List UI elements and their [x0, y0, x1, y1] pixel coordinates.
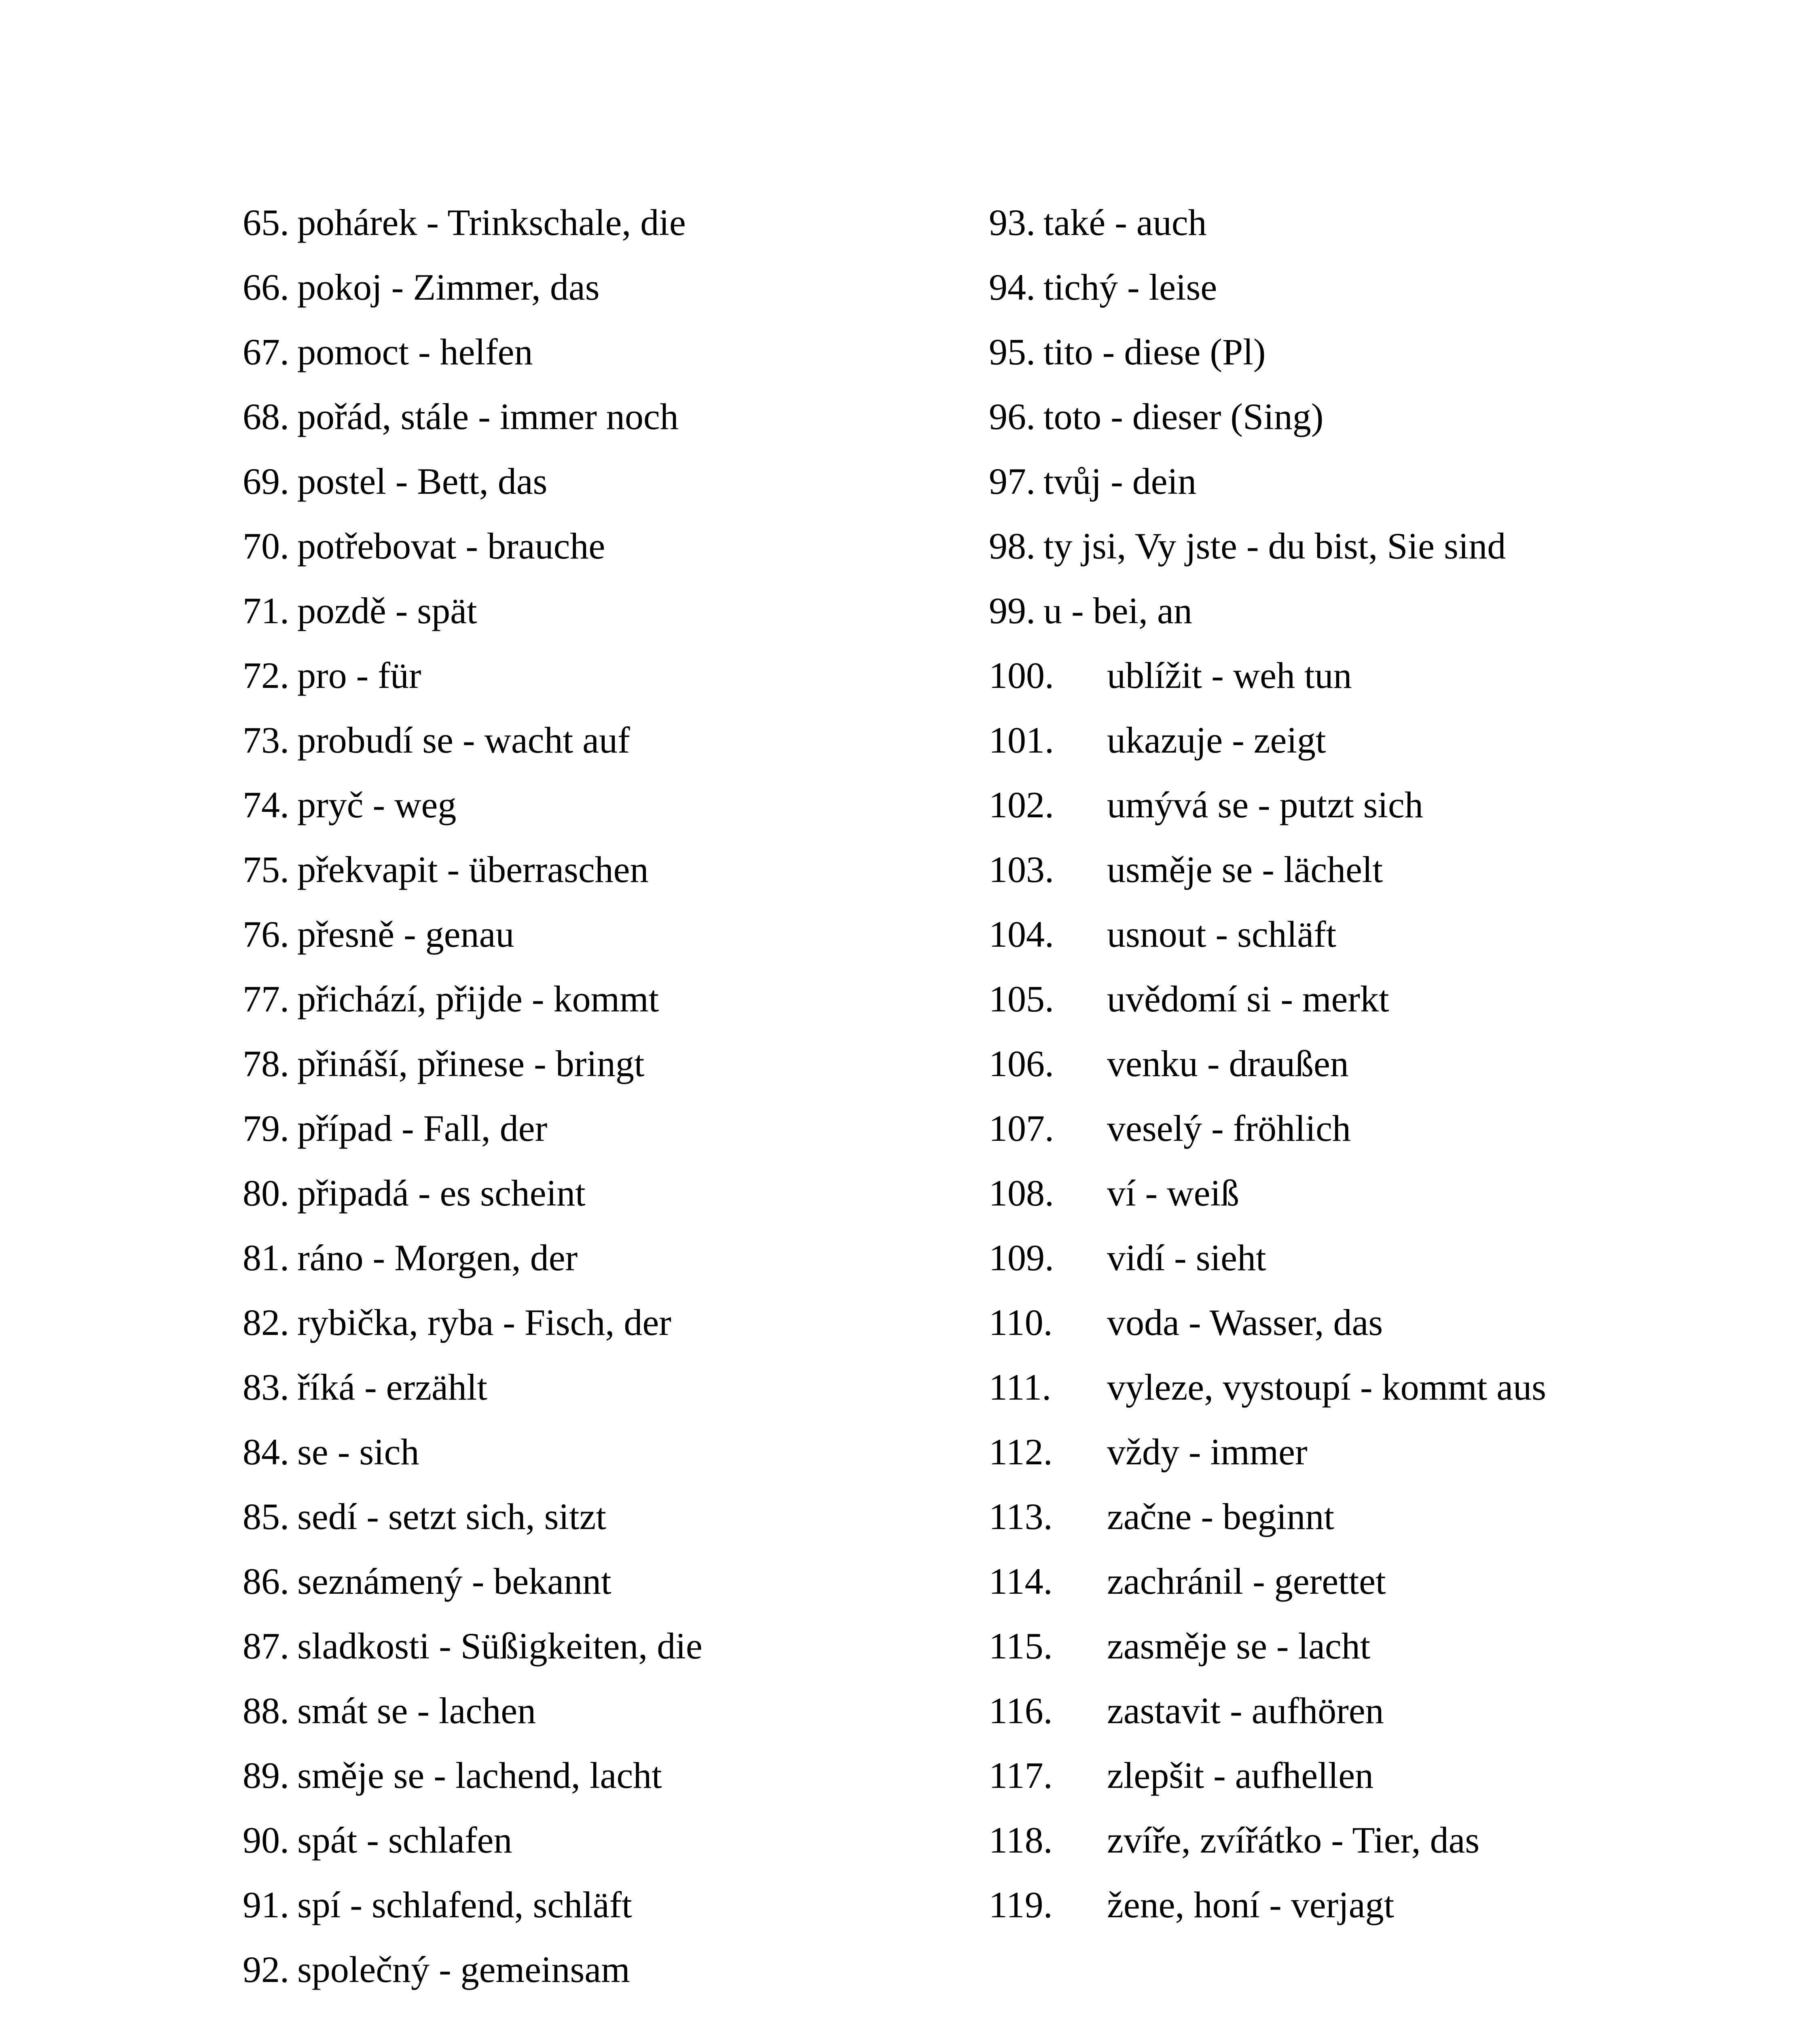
vocabulary-entry — [243, 643, 971, 708]
entry-number: 70. — [243, 525, 289, 567]
entry-number: 84. — [243, 1431, 289, 1472]
vocabulary-entry — [989, 578, 1717, 643]
entry-translation: smát se - lachen — [297, 1690, 536, 1731]
vocabulary-entry — [989, 1678, 1717, 1743]
entry-translation: přichází, přijde - kommt — [297, 978, 659, 1019]
entry-translation: zasměje se - lacht — [1107, 1625, 1371, 1667]
vocabulary-entry — [989, 837, 1717, 902]
entry-number: 65. — [243, 202, 289, 243]
entry-translation: spát - schlafen — [297, 1819, 512, 1861]
entry-translation: vyleze, vystoupí - kommt aus — [1107, 1366, 1546, 1408]
entry-number: 108. — [989, 1172, 1054, 1214]
entry-translation: seznámený - bekannt — [297, 1561, 612, 1602]
vocabulary-entry — [243, 1872, 971, 1937]
entry-number: 66. — [243, 266, 289, 308]
entry-number: 93. — [989, 202, 1035, 243]
entry-number: 97. — [989, 461, 1035, 502]
vocabulary-entry — [243, 1549, 971, 1614]
entry-translation: uvědomí si - merkt — [1107, 978, 1389, 1019]
entry-number: 99. — [989, 590, 1035, 631]
entry-number: 104. — [989, 914, 1054, 955]
entry-translation: ukazuje - zeigt — [1107, 719, 1326, 761]
entry-translation: se - sich — [297, 1431, 419, 1472]
entry-translation: pořád, stále - immer noch — [297, 396, 679, 437]
entry-number: 95. — [989, 331, 1035, 372]
entry-number: 83. — [243, 1366, 289, 1408]
entry-translation: přináší, přinese - bringt — [297, 1043, 645, 1084]
entry-translation: přesně - genau — [297, 914, 514, 955]
vocabulary-entry — [243, 1937, 971, 2002]
entry-translation: případ - Fall, der — [297, 1108, 548, 1149]
entry-number: 103. — [989, 849, 1054, 890]
vocabulary-entry — [989, 1355, 1717, 1419]
entry-number: 82. — [243, 1302, 289, 1343]
vocabulary-entry — [243, 190, 971, 255]
entry-translation: překvapit - überraschen — [297, 849, 649, 890]
entry-number: 116. — [989, 1690, 1053, 1731]
entry-number: 118. — [989, 1819, 1053, 1861]
entry-number: 67. — [243, 331, 289, 372]
entry-number: 115. — [989, 1625, 1053, 1667]
vocabulary-entry — [243, 967, 971, 1031]
entry-translation: ublížit - weh tun — [1107, 655, 1352, 696]
entry-translation: voda - Wasser, das — [1107, 1302, 1383, 1343]
entry-number: 109. — [989, 1237, 1054, 1278]
vocabulary-entry — [243, 708, 971, 772]
vocabulary-entry — [989, 1419, 1717, 1484]
entry-translation: pryč - weg — [297, 784, 457, 825]
entry-number: 73. — [243, 719, 289, 761]
vocabulary-entry — [989, 1096, 1717, 1161]
entry-translation: usnout - schläft — [1107, 914, 1337, 955]
vocabulary-entry — [989, 1484, 1717, 1549]
entry-number: 119. — [989, 1884, 1053, 1925]
entry-translation: umývá se - putzt sich — [1107, 784, 1423, 825]
entry-number: 86. — [243, 1561, 289, 1602]
entry-translation: pomoct - helfen — [297, 331, 533, 372]
entry-translation: říká - erzählt — [297, 1366, 487, 1408]
vocabulary-entry — [989, 1225, 1717, 1290]
vocabulary-entry — [989, 1549, 1717, 1614]
entry-number: 85. — [243, 1496, 289, 1537]
entry-translation: zvíře, zvířátko - Tier, das — [1107, 1819, 1480, 1861]
vocabulary-entry — [243, 1031, 971, 1096]
entry-number: 89. — [243, 1755, 289, 1796]
entry-translation: rybička, ryba - Fisch, der — [297, 1302, 671, 1343]
vocabulary-entry — [243, 255, 971, 319]
vocabulary-entry — [989, 319, 1717, 384]
entry-number: 117. — [989, 1755, 1053, 1796]
entry-number: 107. — [989, 1108, 1054, 1149]
entry-translation: postel - Bett, das — [297, 461, 548, 502]
vocabulary-entry — [989, 1808, 1717, 1872]
entry-translation: ví - weiß — [1107, 1172, 1240, 1214]
entry-translation: sedí - setzt sich, sitzt — [297, 1496, 606, 1537]
vocabulary-entry — [989, 1161, 1717, 1225]
entry-number: 112. — [989, 1431, 1053, 1472]
entry-translation: tvůj - dein — [1043, 461, 1197, 502]
vocabulary-column-right — [989, 190, 1717, 1937]
vocabulary-entry — [243, 1484, 971, 1549]
entry-number: 91. — [243, 1884, 289, 1925]
entry-number: 87. — [243, 1625, 289, 1667]
entry-translation: tito - diese (Pl) — [1043, 331, 1266, 372]
entry-number: 74. — [243, 784, 289, 825]
vocabulary-entry — [243, 384, 971, 449]
vocabulary-entry — [989, 1614, 1717, 1678]
vocabulary-entry — [243, 1096, 971, 1161]
vocabulary-entry — [989, 967, 1717, 1031]
vocabulary-entry — [989, 772, 1717, 837]
entry-number: 98. — [989, 525, 1035, 567]
entry-translation: vždy - immer — [1107, 1431, 1308, 1472]
entry-translation: zlepšit - aufhellen — [1107, 1755, 1374, 1796]
vocabulary-entry — [989, 643, 1717, 708]
vocabulary-entry — [989, 384, 1717, 449]
entry-translation: pro - für — [297, 655, 421, 696]
vocabulary-entry — [989, 255, 1717, 319]
entry-number: 102. — [989, 784, 1054, 825]
vocabulary-entry — [243, 1419, 971, 1484]
entry-translation: tichý - leise — [1043, 266, 1217, 308]
entry-translation: usměje se - lächelt — [1107, 849, 1383, 890]
entry-translation: u - bei, an — [1043, 590, 1192, 631]
entry-number: 69. — [243, 461, 289, 502]
vocabulary-entry — [989, 1743, 1717, 1808]
entry-translation: venku - draußen — [1107, 1043, 1349, 1084]
vocabulary-entry — [243, 1355, 971, 1419]
entry-number: 114. — [989, 1561, 1053, 1602]
vocabulary-entry — [989, 708, 1717, 772]
entry-number: 101. — [989, 719, 1054, 761]
entry-number: 106. — [989, 1043, 1054, 1084]
vocabulary-entry — [243, 772, 971, 837]
entry-number: 90. — [243, 1819, 289, 1861]
vocabulary-entry — [989, 190, 1717, 255]
vocabulary-entry — [243, 1614, 971, 1678]
vocabulary-entry — [243, 1161, 971, 1225]
vocabulary-entry — [243, 449, 971, 514]
vocabulary-entry — [243, 902, 971, 967]
vocabulary-entry — [989, 1872, 1717, 1937]
entry-translation: pohárek - Trinkschale, die — [297, 202, 686, 243]
entry-translation: také - auch — [1043, 202, 1207, 243]
entry-number: 88. — [243, 1690, 289, 1731]
entry-translation: žene, honí - verjagt — [1107, 1884, 1395, 1925]
entry-translation: pozdě - spät — [297, 590, 477, 631]
entry-number: 111. — [989, 1366, 1052, 1408]
entry-translation: zastavit - aufhören — [1107, 1690, 1384, 1731]
entry-number: 68. — [243, 396, 289, 437]
entry-translation: ty jsi, Vy jste - du bist, Sie sind — [1043, 525, 1506, 567]
entry-translation: společný - gemeinsam — [297, 1949, 630, 1990]
entry-number: 92. — [243, 1949, 289, 1990]
entry-translation: vidí - sieht — [1107, 1237, 1266, 1278]
entry-number: 110. — [989, 1302, 1053, 1343]
entry-number: 78. — [243, 1043, 289, 1084]
entry-number: 75. — [243, 849, 289, 890]
vocabulary-entry — [989, 449, 1717, 514]
vocabulary-entry — [243, 578, 971, 643]
entry-number: 96. — [989, 396, 1035, 437]
entry-number: 79. — [243, 1108, 289, 1149]
vocabulary-entry — [989, 1290, 1717, 1355]
entry-translation: toto - dieser (Sing) — [1043, 396, 1324, 437]
entry-translation: probudí se - wacht auf — [297, 719, 630, 761]
entry-translation: potřebovat - brauche — [297, 525, 605, 567]
entry-number: 72. — [243, 655, 289, 696]
entry-translation: sladkosti - Süßigkeiten, die — [297, 1625, 703, 1667]
vocabulary-entry — [989, 1031, 1717, 1096]
vocabulary-column-left — [243, 190, 971, 2002]
vocabulary-entry — [243, 319, 971, 384]
entry-number: 113. — [989, 1496, 1053, 1537]
vocabulary-entry — [989, 514, 1717, 578]
vocabulary-entry — [989, 902, 1717, 967]
entry-translation: veselý - fröhlich — [1107, 1108, 1351, 1149]
vocabulary-entry — [243, 1678, 971, 1743]
entry-number: 81. — [243, 1237, 289, 1278]
entry-number: 71. — [243, 590, 289, 631]
vocabulary-entry — [243, 514, 971, 578]
entry-number: 94. — [989, 266, 1035, 308]
vocabulary-entry — [243, 1225, 971, 1290]
entry-translation: spí - schlafend, schläft — [297, 1884, 632, 1925]
entry-number: 80. — [243, 1172, 289, 1214]
vocabulary-entry — [243, 837, 971, 902]
entry-number: 77. — [243, 978, 289, 1019]
entry-translation: připadá - es scheint — [297, 1172, 586, 1214]
vocabulary-entry — [243, 1808, 971, 1872]
vocabulary-entry — [243, 1743, 971, 1808]
vocabulary-entry — [243, 1290, 971, 1355]
entry-translation: pokoj - Zimmer, das — [297, 266, 600, 308]
entry-translation: ráno - Morgen, der — [297, 1237, 578, 1278]
entry-translation: začne - beginnt — [1107, 1496, 1334, 1537]
entry-number: 105. — [989, 978, 1054, 1019]
entry-number: 100. — [989, 655, 1054, 696]
entry-translation: zachránil - gerettet — [1107, 1561, 1386, 1602]
entry-number: 76. — [243, 914, 289, 955]
entry-translation: směje se - lachend, lacht — [297, 1755, 662, 1796]
